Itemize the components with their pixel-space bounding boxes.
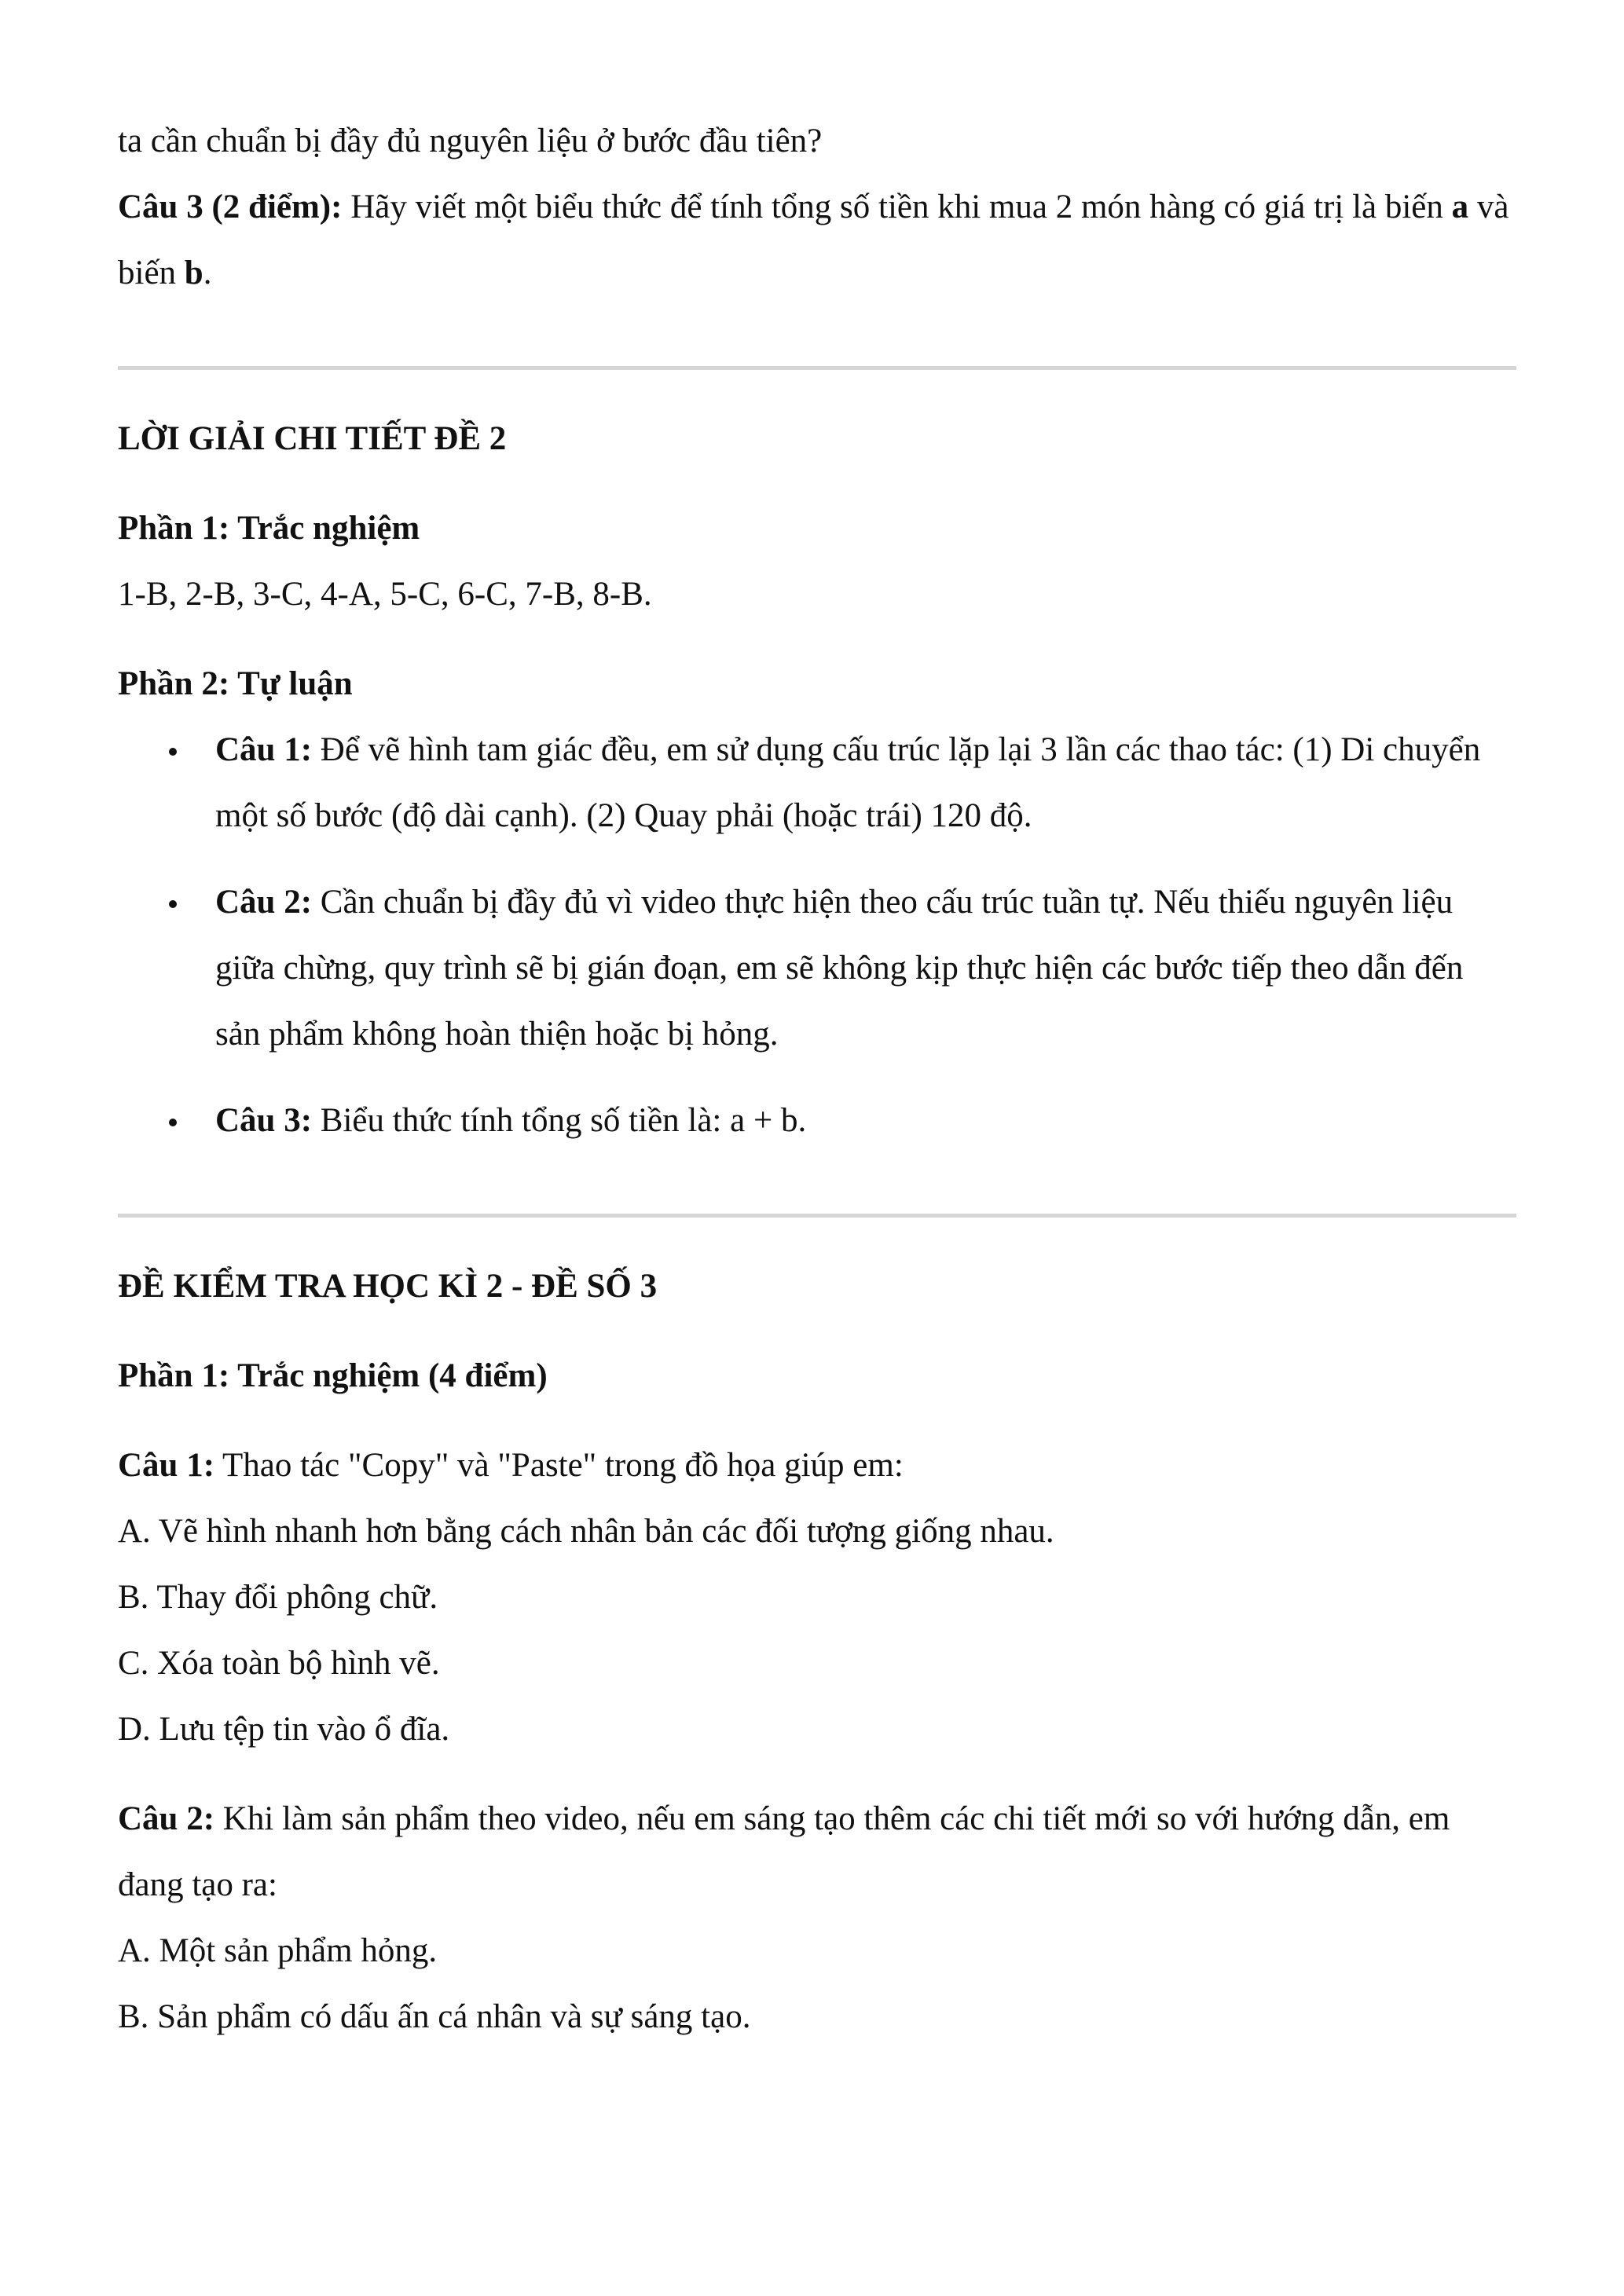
intro-line: ta cần chuẩn bị đầy đủ nguyên liệu ở bước đầu tiên?	[118, 123, 823, 159]
option-a: A. Một sản phẩm hỏng.	[118, 1932, 438, 1969]
bullet-icon	[169, 1119, 177, 1126]
exam3-question-1	[118, 1433, 1516, 1499]
question-3-text-c: .	[203, 255, 212, 291]
solution-part2-title: Phần 2: Tự luận	[118, 665, 353, 702]
solution-answer-list	[118, 717, 1516, 1154]
list-item	[118, 717, 1516, 849]
solution-part1-title: Phần 1: Trắc nghiệm	[118, 510, 420, 547]
option-b: B. Thay đổi phông chữ.	[118, 1579, 438, 1616]
option-a: A. Vẽ hình nhanh hơn bằng cách nhân bản các đối tượng giống nhau.	[118, 1513, 1054, 1550]
variable-a: a	[1451, 189, 1469, 225]
question-3-text-b: và biến	[118, 189, 1509, 291]
bullet-icon	[169, 900, 177, 908]
option-b: B. Sản phẩm có dấu ấn cá nhân và sự sáng tạo.	[118, 1998, 751, 2035]
answer-label: Câu 1:	[215, 731, 313, 768]
answer-text: Biểu thức tính tổng số tiền là: a + b.	[312, 1102, 807, 1139]
list-item	[118, 870, 1516, 1067]
answer-label: Câu 2:	[215, 884, 313, 921]
exam3-question-2	[118, 1786, 1516, 1918]
question-label: Câu 2:	[118, 1800, 215, 1837]
solution-title: LỜI GIẢI CHI TIẾT ĐỀ 2	[118, 420, 507, 457]
variable-b: b	[184, 255, 203, 291]
question-label: Câu 1:	[118, 1447, 215, 1484]
document-page	[118, 108, 1516, 2050]
divider-1	[118, 366, 1516, 370]
exam3-title: ĐỀ KIỂM TRA HỌC KÌ 2 - ĐỀ SỐ 3	[118, 1268, 658, 1305]
question-3-text-a: Hãy viết một biểu thức để tính tổng số tiền khi mua 2 món hàng có giá trị là biến	[342, 189, 1452, 225]
answer-text: Cần chuẩn bị đầy đủ vì video thực hiện theo cấu trúc tuần tự. Nếu thiếu nguyên liệu giữa chừng, quy trình sẽ bị gián đoạn, em sẽ không kịp thực hiện các bước tiếp theo dẫn đến sản phẩm không hoàn thiện hoặc bị hỏng.	[215, 884, 1464, 1053]
exam3-part1-title: Phần 1: Trắc nghiệm (4 điểm)	[118, 1357, 548, 1394]
question-3-paragraph	[118, 174, 1516, 306]
question-text: Khi làm sản phẩm theo video, nếu em sáng tạo thêm các chi tiết mới so với hướng dẫn, em đang tạo ra:	[118, 1800, 1450, 1903]
bullet-icon	[169, 748, 177, 756]
list-item	[118, 1088, 1516, 1154]
question-text: Thao tác "Copy" và "Paste" trong đồ họa giúp em:	[214, 1447, 904, 1484]
option-c: C. Xóa toàn bộ hình vẽ.	[118, 1645, 440, 1682]
divider-2	[118, 1214, 1516, 1218]
answer-label: Câu 3:	[215, 1102, 313, 1139]
answer-text: Để vẽ hình tam giác đều, em sử dụng cấu trúc lặp lại 3 lần các thao tác: (1) Di chuyển một số bước (độ dài cạnh). (2) Quay phải (hoặc trái) 120 độ.	[215, 731, 1481, 834]
question-3-label: Câu 3 (2 điểm):	[118, 189, 343, 225]
option-d: D. Lưu tệp tin vào ổ đĩa.	[118, 1711, 450, 1748]
solution-part1-answers: 1-B, 2-B, 3-C, 4-A, 5-C, 6-C, 7-B, 8-B.	[118, 576, 652, 613]
